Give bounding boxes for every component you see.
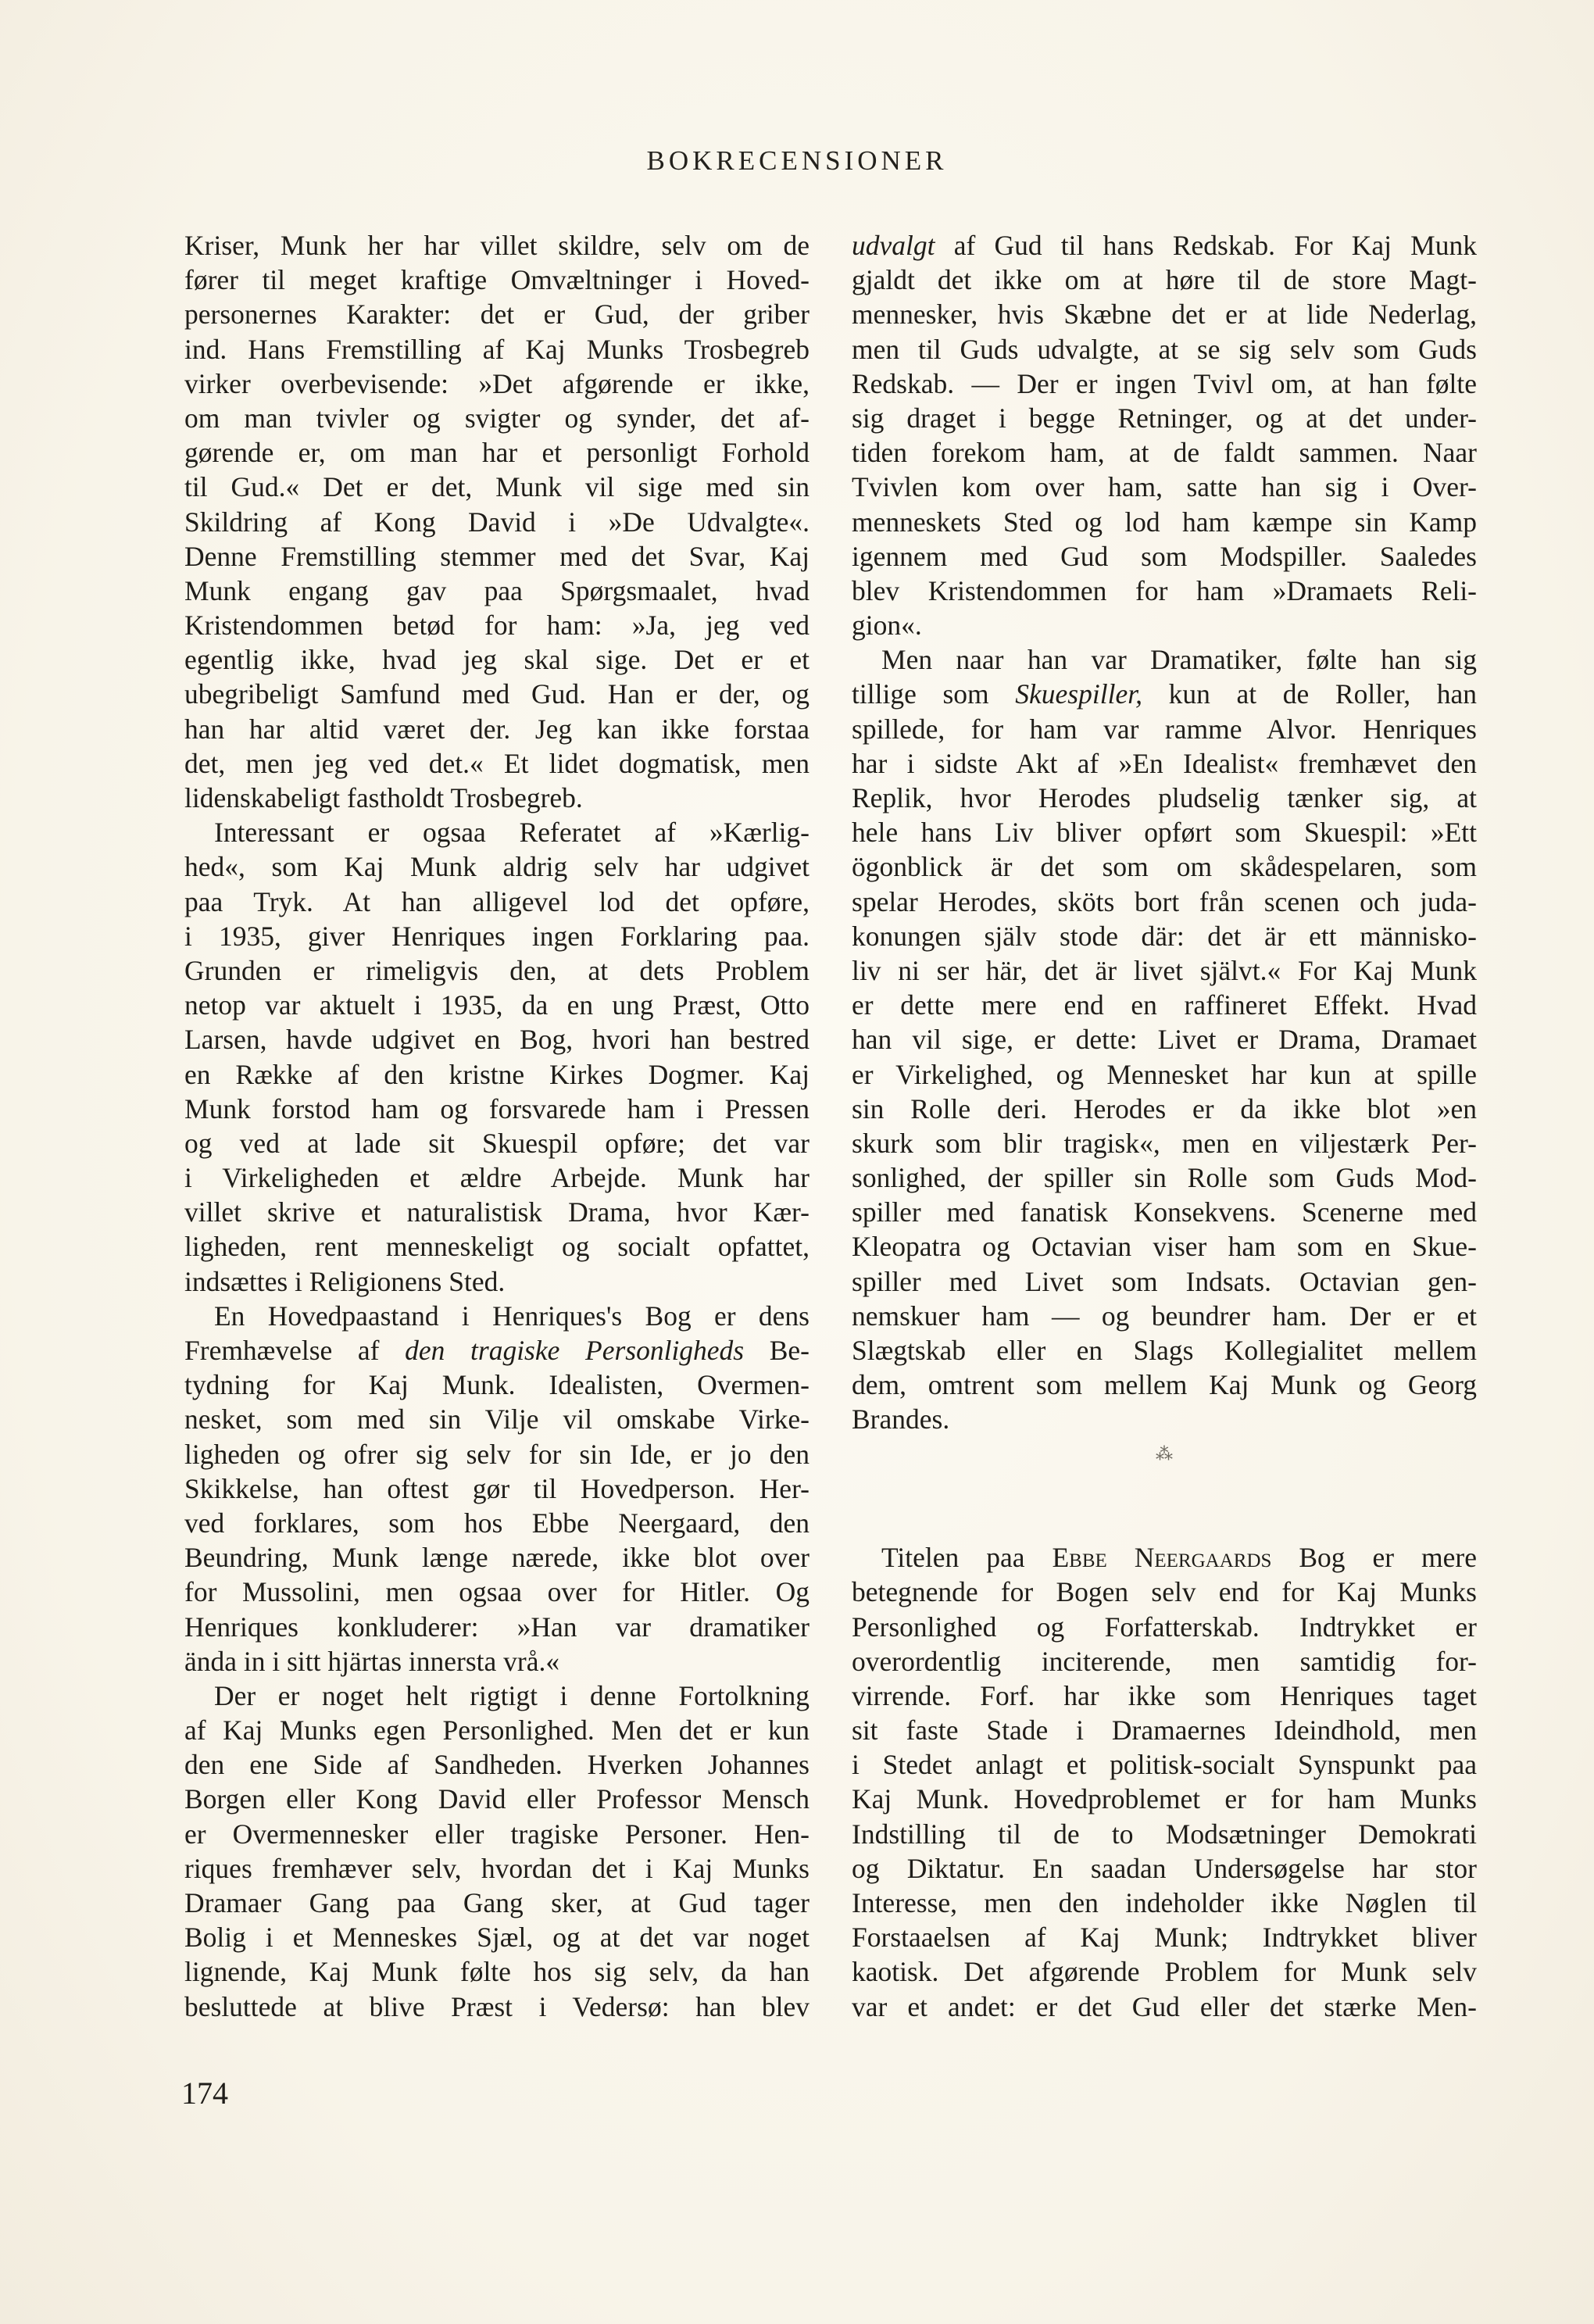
text-line-mixed bbox=[852, 1540, 1477, 1575]
spacer bbox=[852, 1506, 1477, 1540]
spacer bbox=[852, 1471, 1477, 1506]
text-line: i 1935, giver Henriques ingen Forklaring paa. bbox=[184, 920, 810, 952]
text-line: dem, omtrent som mellem Kaj Munk og Georg bbox=[852, 1369, 1477, 1401]
text-line: mennesker, hvis Skæbne det er at lide Nederlag, bbox=[852, 299, 1477, 331]
text-line: igennem med Gud som Modspiller. Saaledes bbox=[852, 540, 1477, 572]
text-line: Munk engang gav paa Spørgsmaalet, hvad bbox=[184, 574, 810, 606]
text-line: ligheden, rent menneskeligt og socialt opfattet, bbox=[184, 1231, 810, 1263]
running-header: BOKRECENSIONER bbox=[646, 145, 948, 176]
text-line-mixed bbox=[184, 1333, 810, 1368]
text-span: Be- bbox=[769, 1335, 810, 1366]
text-line: Skildring af Kong David i »De Udvalgte«. bbox=[184, 506, 810, 538]
text-line: spelar Herodes, sköts bort från scenen och juda- bbox=[852, 885, 1477, 917]
text-line: sig draget i begge Retninger, og at det under- bbox=[852, 402, 1477, 434]
text-line: er Overmennesker eller tragiske Personer. Hen- bbox=[184, 1818, 810, 1850]
text-line: Borgen eller Kong David eller Professor Mensch bbox=[184, 1783, 810, 1815]
text-line-mixed bbox=[852, 228, 1477, 263]
text-line: sin Rolle deri. Herodes er da ikke blot »en bbox=[852, 1092, 1477, 1124]
text-line: og Diktatur. En saadan Undersøgelse har stor bbox=[852, 1852, 1477, 1884]
emphasis-text: Skuespiller, bbox=[1015, 678, 1142, 710]
text-line: nesket, som med sin Vilje vil omskabe Virke- bbox=[184, 1403, 810, 1436]
text-line: Munk forstod ham og forsvarede ham i Pressen bbox=[184, 1092, 810, 1124]
text-line: ved forklares, som hos Ebbe Neergaard, den bbox=[184, 1507, 810, 1539]
text-line: Tvivlen kom over ham, satte han sig i Over- bbox=[852, 471, 1477, 503]
text-line: gørende er, om man har et personligt Forhold bbox=[184, 437, 810, 469]
left-column bbox=[184, 228, 810, 2024]
text-line: menneskets Sted og lod ham kæmpe sin Kamp bbox=[852, 506, 1477, 538]
text-line: nemskuer ham — og beundrer ham. Der er et bbox=[852, 1300, 1477, 1332]
text-line: ind. Hans Fremstilling af Kaj Munks Trosbegreb bbox=[184, 333, 810, 365]
text-line: ubegribeligt Samfund med Gud. Han er der, og bbox=[184, 678, 810, 710]
text-line: ända in i sitt hjärtas innersta vrå.« bbox=[184, 1645, 560, 1677]
text-line: Dramaer Gang paa Gang sker, at Gud tager bbox=[184, 1887, 810, 1918]
text-line: hed«, som Kaj Munk aldrig selv har udgivet bbox=[184, 851, 810, 883]
text-line: fører til meget kraftige Omvæltninger i Hoved- bbox=[184, 264, 810, 296]
text-line: Beundring, Munk længe nærede, ikke blot over bbox=[184, 1542, 810, 1574]
text-line: kaotisk. Det afgørende Problem for Munk selv bbox=[852, 1956, 1477, 1988]
text-line: han vil sige, er dette: Livet er Drama, Dramaet bbox=[852, 1024, 1477, 1056]
text-line: Men naar han var Dramatiker, følte han sig bbox=[881, 644, 1477, 676]
text-line: gion«. bbox=[852, 610, 922, 642]
text-line: men til Guds udvalgte, at se sig selv som Guds bbox=[852, 333, 1477, 365]
text-line: Skikkelse, han oftest gør til Hovedperson. Her- bbox=[184, 1472, 810, 1504]
text-span: kun at de Roller, han bbox=[1168, 678, 1477, 710]
section-separator: ⁂ bbox=[1156, 1443, 1173, 1464]
text-line: sonlighed, der spiller sin Rolle som Guds Mod- bbox=[852, 1162, 1477, 1194]
text-line: indsættes i Religionens Sted. bbox=[184, 1265, 506, 1297]
text-line: skurk som blir tragisk«, men en viljestærk Per- bbox=[852, 1127, 1477, 1159]
text-line: besluttede at blive Præst i Vedersø: han blev bbox=[184, 1990, 810, 2022]
text-span: af Gud til hans Redskab. For Kaj Munk bbox=[953, 230, 1477, 261]
text-line: villet skrive et naturalistisk Drama, hvor Kær- bbox=[184, 1196, 810, 1228]
text-line: spiller med fanatisk Konsekvens. Scenerne med bbox=[852, 1196, 1477, 1228]
text-span: Bog er mere bbox=[1299, 1542, 1477, 1574]
text-span: tillige som bbox=[852, 678, 989, 710]
text-line: Kriser, Munk her har villet skildre, selv om de bbox=[184, 230, 810, 261]
text-line: det, men jeg ved det.« Et lidet dogmatisk, men bbox=[184, 747, 810, 779]
text-span: Fremhævelse af bbox=[184, 1335, 380, 1366]
text-line: virker overbevisende: »Det afgørende er ikke, bbox=[184, 367, 810, 399]
text-line: virrende. Forf. har ikke som Henriques taget bbox=[852, 1679, 1477, 1711]
text-line: om man tvivler og svigter og synder, det af- bbox=[184, 402, 810, 434]
text-line: den ene Side af Sandheden. Hverken Johannes bbox=[184, 1749, 810, 1781]
text-line: netop var aktuelt i 1935, da en ung Præst, Otto bbox=[184, 989, 810, 1021]
text-line: Indstilling til de to Modsætninger Demokrati bbox=[852, 1818, 1477, 1850]
text-line: Interessant er ogsaa Referatet af »Kærlig- bbox=[214, 817, 810, 849]
text-line: En Hovedpaastand i Henriques's Bog er dens bbox=[214, 1300, 810, 1332]
text-line: overordentlig inciterende, men samtidig for- bbox=[852, 1645, 1477, 1677]
text-line: hele hans Liv bliver opført som Skuespil: »Ett bbox=[852, 817, 1477, 849]
text-line: for Mussolini, men ogsaa over for Hitler. Og bbox=[184, 1576, 810, 1608]
text-line: i Virkeligheden et ældre Arbejde. Munk har bbox=[184, 1162, 810, 1194]
text-line: Slægtskab eller en Slags Kollegialitet mellem bbox=[852, 1335, 1477, 1366]
text-line: og ved at lade sit Skuespil opføre; det var bbox=[184, 1127, 810, 1159]
text-line: ligheden og ofrer sig selv for sin Ide, er jo den bbox=[184, 1438, 810, 1470]
page-number: 174 bbox=[181, 2076, 228, 2111]
text-line: i Stedet anlagt et politisk-socialt Synspunkt paa bbox=[852, 1749, 1477, 1781]
text-line: spillede, for ham var ramme Alvor. Henriques bbox=[852, 713, 1477, 745]
text-line: liv ni ser här, det är livet självt.« For Kaj Munk bbox=[852, 954, 1477, 986]
text-line: Replik, hvor Herodes pludselig tænker sig, at bbox=[852, 782, 1477, 813]
text-line: en Række af den kristne Kirkes Dogmer. Kaj bbox=[184, 1058, 810, 1090]
text-line: Kleopatra og Octavian viser ham som en Skue- bbox=[852, 1231, 1477, 1263]
text-line: har i sidste Akt af »En Idealist« fremhævet den bbox=[852, 747, 1477, 779]
text-line: Der er noget helt rigtigt i denne Fortolkning bbox=[214, 1679, 810, 1711]
emphasis-text: den tragiske Personligheds bbox=[405, 1335, 745, 1366]
text-line: gjaldt det ikke om at høre til de store Magt- bbox=[852, 264, 1477, 296]
text-line: riques fremhæver selv, hvordan det i Kaj Munks bbox=[184, 1852, 810, 1884]
text-line: Bolig i et Menneskes Sjæl, og at det var noget bbox=[184, 1922, 810, 1954]
text-line: Personlighed og Forfatterskab. Indtrykket er bbox=[852, 1611, 1477, 1643]
text-line: Forstaaelsen af Kaj Munk; Indtrykket bliver bbox=[852, 1922, 1477, 1954]
text-line: Kaj Munk. Hovedproblemet er for ham Munks bbox=[852, 1783, 1477, 1815]
text-line: personernes Karakter: det er Gud, der griber bbox=[184, 299, 810, 331]
text-line: er dette mere end en raffineret Effekt. Hvad bbox=[852, 989, 1477, 1021]
text-line: blev Kristendommen for ham »Dramaets Reli- bbox=[852, 574, 1477, 606]
text-line: spiller med Livet som Indsats. Octavian gen- bbox=[852, 1265, 1477, 1297]
text-line: egentlig ikke, hvad jeg skal sige. Det er et bbox=[184, 644, 810, 676]
text-line: af Kaj Munks egen Personlighed. Men det er kun bbox=[184, 1714, 810, 1747]
text-line: Denne Fremstilling stemmer med det Svar, Kaj bbox=[184, 540, 810, 572]
text-line: betegnende for Bogen selv end for Kaj Munks bbox=[852, 1576, 1477, 1608]
text-line: Interesse, men den indeholder ikke Nøglen til bbox=[852, 1887, 1477, 1918]
text-line: paa Tryk. At han alligevel lod det opføre, bbox=[184, 885, 810, 917]
text-line: sit faste Stade i Dramaernes Ideindhold, men bbox=[852, 1714, 1477, 1747]
text-line: ögonblick är det som om skådespelaren, som bbox=[852, 851, 1477, 883]
text-line: Kristendommen betød for ham: »Ja, jeg ved bbox=[184, 610, 810, 642]
author-name: Ebbe Neergaards bbox=[1052, 1542, 1272, 1574]
text-line: lignende, Kaj Munk følte hos sig selv, da han bbox=[184, 1956, 810, 1988]
emphasis-text: udvalgt bbox=[852, 230, 935, 261]
text-line: han har altid været der. Jeg kan ikke forstaa bbox=[184, 713, 810, 745]
text-line: er Virkelighed, og Mennesket har kun at spille bbox=[852, 1058, 1477, 1090]
text-line: lidenskabeligt fastholdt Trosbegreb. bbox=[184, 782, 583, 813]
text-span: Titelen paa bbox=[881, 1542, 1025, 1574]
right-column bbox=[852, 228, 1477, 2024]
text-line: tydning for Kaj Munk. Idealisten, Overmen- bbox=[184, 1369, 810, 1401]
text-line: til Gud.« Det er det, Munk vil sige med sin bbox=[184, 471, 810, 503]
text-line-mixed bbox=[852, 677, 1477, 711]
text-line: Redskab. — Der er ingen Tvivl om, at han følte bbox=[852, 367, 1477, 399]
text-line: tiden forekom ham, at de faldt sammen. Naar bbox=[852, 437, 1477, 469]
text-line: Larsen, havde udgivet en Bog, hvori han bestred bbox=[184, 1024, 810, 1056]
text-line: Grunden er rimeligvis den, at dets Problem bbox=[184, 954, 810, 986]
text-line: konungen själv stode där: det är ett människo- bbox=[852, 920, 1477, 952]
text-line: var et andet: er det Gud eller det stærke Men- bbox=[852, 1990, 1477, 2022]
text-line: Henriques konkluderer: »Han var dramatiker bbox=[184, 1611, 810, 1643]
text-line: Brandes. bbox=[852, 1403, 950, 1436]
